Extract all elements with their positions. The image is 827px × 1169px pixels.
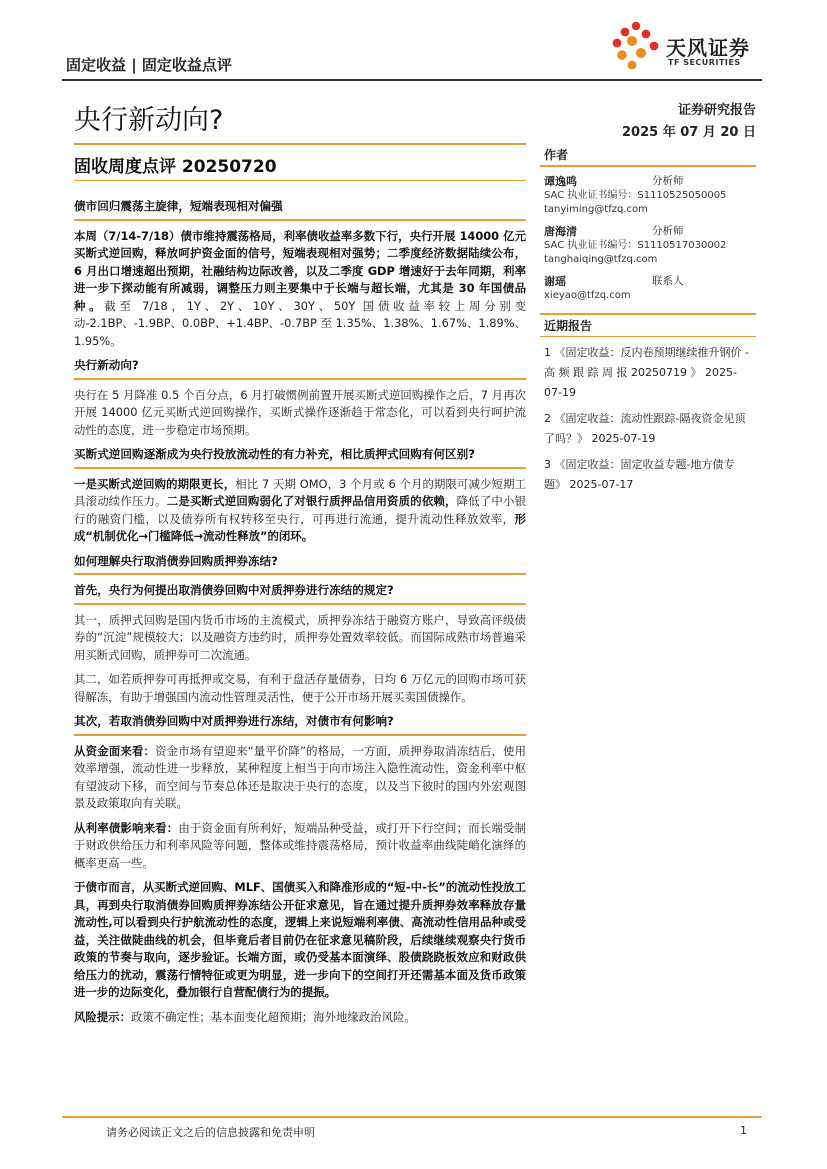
footer-divider — [62, 1116, 762, 1118]
paragraph — [74, 743, 526, 813]
heading-underline — [74, 219, 526, 221]
question-heading: 买断式逆回购逐渐成为央行投放流动性的有力补充，相比质押式回购有何区别? — [74, 447, 475, 461]
recent-heading: 近期报告 — [544, 319, 593, 333]
logo-mark-icon — [608, 18, 664, 72]
recent-report-link[interactable]: 3 《固定收益：固定收益专题-地方债专题》 2025-07-17 — [544, 458, 735, 491]
recent-report-link[interactable]: 2 《固定收益：流动性跟踪-隔夜资金见顶了吗？》 2025-07-19 — [544, 412, 746, 445]
section-heading: 央行新动向? — [74, 358, 139, 372]
author-role: 分析师 — [652, 175, 684, 187]
breadcrumb: 固定收益 | 固定收益点评 — [66, 56, 232, 74]
report-type: 证券研究报告 — [677, 103, 756, 118]
sidebar-divider — [540, 165, 756, 167]
company-logo — [608, 18, 768, 73]
page-number: 1 — [740, 1124, 747, 1137]
heading-underline — [74, 378, 526, 380]
bold-text: 于债市而言，从买断式逆回购、MLF、国债买入和降准形成的“短-中-长”的流动性投放工具，再到央行取消债券回购质押券冻结公开征求意见，旨在通过提升质押券效率释放存量流动性,可以看到央行护航流动性的态度，逻辑上来说短端利率债、高流动性信用品种或受益，关注做陡曲线的机会，但毕竟后者目前仍在征求意见稿阶段，后续继续观察央行货币政策的节奏与取向，逐步验证。长端方面，或仍受基本面演绎、股债跷跷板效应和财政供给压力的扰动，震荡行情特征或更为明显，进一步向下的空间打开还需基本面及货币政策进一步的边际变化，叠加银行自营配债行为的提振。 — [74, 880, 526, 999]
text: 截至 7/18，1Y、2Y、10Y、30Y、50Y 国债收益率较上周分别变动-2.1BP、-1.9BP、0.0BP、+1.4BP、-0.7BP 至 1.35%、1.38%、1.67%、1.89%、1.95%。 — [74, 298, 526, 348]
paragraph — [74, 879, 526, 1002]
paragraph — [74, 476, 526, 546]
main-content — [74, 198, 526, 1033]
author-email[interactable]: tanghaiqing@tfzq.com — [544, 254, 658, 265]
recent-report-link[interactable]: 1 《固定收益：反内卷预期继续推升钢价 - 高 频 跟 踪 周 报 20250719 》 2025-07-19 — [544, 346, 749, 399]
text: 政策不确定性；基本面变化超预期；海外地缘政治风险。 — [130, 1009, 416, 1024]
section-heading: 如何理解央行取消债券回购质押券冻结? — [74, 553, 278, 568]
subtitle-divider — [74, 180, 526, 181]
author-name: 唐海清 — [544, 225, 577, 238]
report-date: 2025 年 07 月 20 日 — [622, 125, 756, 140]
author-email[interactable]: tanyiming@tfzq.com — [544, 204, 648, 215]
bold-text: 一是买断式逆回购的期限更长， — [74, 476, 236, 491]
question-heading: 首先，央行为何提出取消债券回购中对质押券进行冻结的规定? — [74, 583, 394, 597]
paragraph: 其二，如若质押券可再抵押或交易，有利于盘活存量债券，日均 6 万亿元的回购市场可获得解冻，有助于增强国内流动性管理灵活性，便于公开市场开展买卖国债操作。 — [74, 672, 526, 704]
authors-heading: 作者 — [544, 148, 569, 162]
author-email[interactable]: xieyao@tfzq.com — [544, 290, 631, 301]
author-name: 谢瑶 — [544, 275, 566, 288]
heading-underline — [74, 734, 526, 736]
author-card — [540, 273, 756, 303]
text: 降低了中小银行的融资门槛，以及债券所有权转移至央行，可再进行流通，提升流动性释放效率， — [74, 494, 526, 526]
header-divider — [62, 79, 762, 81]
bold-text: 从利率债影响来看： — [74, 820, 179, 835]
bold-text: 二是买断式逆回购弱化了对银行质押品信用资质的依赖， — [166, 494, 457, 508]
author-card — [540, 173, 756, 217]
title-divider — [74, 143, 526, 145]
section-heading: 债市回归震荡主旋律，短端表现相对偏强 — [74, 199, 283, 213]
author-name: 谭逸鸣 — [544, 175, 577, 188]
sidebar-divider — [540, 336, 756, 337]
recent-reports — [540, 313, 756, 495]
sidebar — [540, 144, 756, 495]
text: 资金市场有望迎来“量平价降”的格局，一方面，质押券取消冻结后，使用效率增强，流动性进一步释放，某种程度上相当于向市场注入隐性流动性，资金利率中枢有望波动下移，而空间与节奏总体还是取决于央行的态度，以及当下彼时的国内外宏观图景及政策取向有关联。 — [74, 743, 526, 810]
page-title: 央行新动向? — [74, 105, 224, 136]
risk-paragraph — [74, 1009, 526, 1027]
logo-subtext: TF SECURITIES — [668, 58, 741, 67]
question-heading: 其次，若取消债券回购中对质押券进行冻结，对债市有何影响? — [74, 714, 394, 728]
author-role: 分析师 — [652, 225, 684, 237]
heading-underline — [74, 467, 526, 469]
text: 相比 7 天期 OMO，3 个月或 6 个月的期限可减少短期工具滚动续作压力。 — [74, 476, 526, 508]
paragraph: 央行在 5 月降准 0.5 个百分点，6 月打破惯例前置开展买断式逆回购操作之后，7 月再次开展 14000 亿元买断式逆回购操作，买断式操作逐渐趋于常态化，可以看到央行呵护流动性的态度，进一步稳定市场预期。 — [74, 387, 526, 437]
paragraph — [74, 820, 526, 873]
heading-underline — [74, 603, 526, 605]
bold-text: 本周（7/14-7/18）债市维持震荡格局，利率债收益率多数下行，央行开展 14000 亿元买断式逆回购，释放呵护资金面的信号，短端表现相对强势；二季度经济数据陆续公布，6 月出口增速超出预期，社融结构边际改善，以及二季度 GDP 增速好于去年同期，利率进一步下探动能有所减弱，调整压力则主要集中于长端与超长端，尤其是 30 年国债品种。 — [74, 228, 526, 313]
logo-text: 天风证券 — [666, 36, 750, 60]
author-role: 联系人 — [652, 275, 684, 287]
paragraph — [74, 228, 526, 351]
author-card — [540, 223, 756, 267]
author-cert: SAC 执业证书编号：S1110525050005 — [544, 190, 727, 201]
bold-text: 从资金面来看： — [74, 743, 156, 758]
text: 由于资金面有所利好，短端品种受益，或打开下行空间；而长端受制于财政供给压力和利率风险等问题，整体或维持震荡格局，预计收益率曲线陡峭化演绎的概率更高一些。 — [74, 820, 526, 870]
heading-underline — [74, 573, 526, 575]
author-cert: SAC 执业证书编号：S1110517030002 — [544, 240, 727, 251]
paragraph: 其一，质押式回购是国内货币市场的主流模式，质押券冻结于融资方账户，导致高评级债券的“沉淀”规模较大；以及融资方违约时，质押券处置效率较低。而国际成熟市场普遍采用买断式回购，质押券可二次流通。 — [74, 612, 526, 662]
disclaimer-notice: 请务必阅读正文之后的信息披露和免责申明 — [106, 1126, 315, 1139]
bold-text: 形成“机制优化→门槛降低→流动性释放”的闭环。 — [74, 511, 526, 543]
bold-text: 风险提示： — [74, 1009, 131, 1024]
report-subtitle: 固收周度点评 20250720 — [74, 157, 277, 177]
